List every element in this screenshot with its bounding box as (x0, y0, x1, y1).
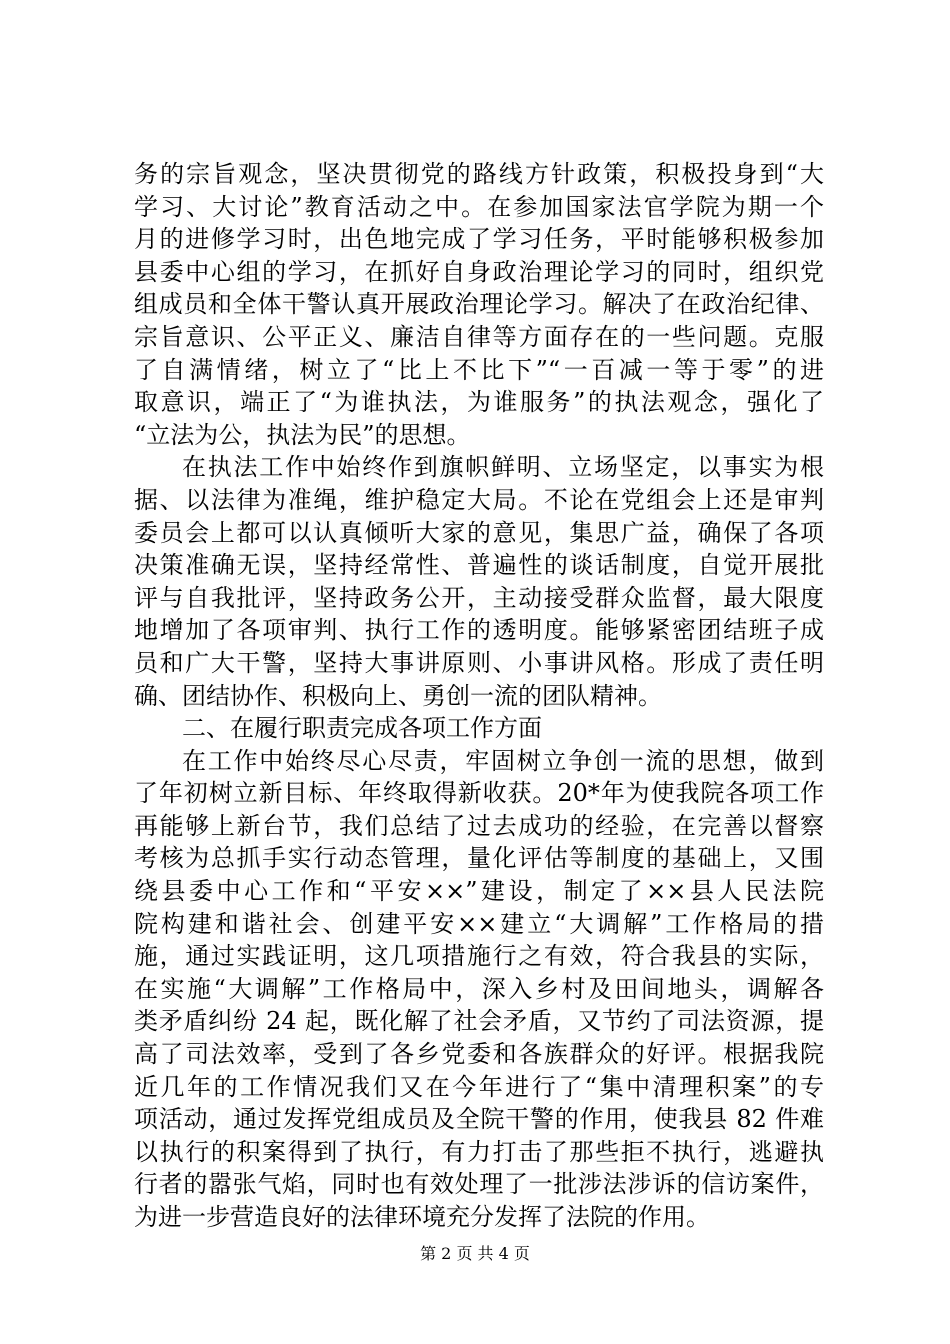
text-line: 委员会上都可以认真倾听大家的意见，集思广益，确保了各项 (134, 518, 824, 547)
text-line: 施，通过实践证明，这几项措施行之有效，符合我县的实际， (134, 942, 824, 971)
text-line: 项活动，通过发挥党组成员及全院干警的作用，使我县 82 件难 (134, 1105, 824, 1134)
text-line: 员和广大干警，坚持大事讲原则、小事讲风格。形成了责任明 (134, 648, 824, 677)
text-line: 地增加了各项审判、执行工作的透明度。能够紧密团结班子成 (134, 616, 824, 645)
text-line: 务的宗旨观念，坚决贯彻党的路线方针政策，积极投身到“大 (134, 160, 824, 188)
body-text (134, 158, 824, 1234)
text-line: 月的进修学习时，出色地完成了学习任务，平时能够积极参加 (134, 225, 824, 254)
text-line: 类矛盾纠纷 24 起，既化解了社会矛盾，又节约了司法资源，提 (134, 1007, 824, 1036)
text-line: 取意识，端正了“为谁执法，为谁服务”的执法观念，强化了 (134, 388, 824, 417)
text-line: 宗旨意识、公平正义、廉洁自律等方面存在的一些问题。克服 (134, 322, 824, 351)
text-line: 以执行的积案得到了执行，有力打击了那些拒不执行，逃避执 (134, 1137, 824, 1166)
paragraph-start: 在工作中始终尽心尽责，牢固树立争创一流的思想，做到 (182, 746, 824, 775)
text-line: 考核为总抓手实行动态管理，量化评估等制度的基础上，又围 (134, 844, 824, 873)
text-line: 为进一步营造良好的法律环境充分发挥了法院的作用。 (134, 1203, 710, 1231)
text-line: 确、团结协作、积极向上、勇创一流的团队精神。 (134, 681, 662, 710)
text-line: 了自满情绪，树立了“比上不比下”“一百减一等于零”的进 (134, 355, 824, 384)
text-line: 组成员和全体干警认真开展政治理论学习。解决了在政治纪律、 (134, 290, 824, 319)
text-line: 县委中心组的学习，在抓好自身政治理论学习的同时，组织党 (134, 257, 824, 286)
text-line: 据、以法律为准绳，维护稳定大局。不论在党组会上还是审判 (134, 485, 824, 514)
text-line: 院构建和谐社会、创建平安××建立“大调解”工作格局的措 (134, 909, 824, 938)
text-line: 决策准确无误，坚持经常性、普遍性的谈话制度，自觉开展批 (134, 551, 824, 580)
text-line: 高了司法效率，受到了各乡党委和各族群众的好评。根据我院 (134, 1040, 824, 1069)
text-line: “立法为公，执法为民”的思想。 (134, 420, 471, 449)
text-line: 再能够上新台节，我们总结了过去成功的经验，在完善以督察 (134, 811, 824, 840)
section-heading: 二、在履行职责完成各项工作方面 (182, 714, 542, 743)
page-footer: 第 2 页 共 4 页 (420, 1244, 530, 1263)
text-line: 行者的嚣张气焰，同时也有效处理了一批涉法涉诉的信访案件， (134, 1170, 824, 1199)
paragraph-start: 在执法工作中始终作到旗帜鲜明、立场坚定，以事实为根 (182, 453, 824, 482)
text-line: 在实施“大调解”工作格局中，深入乡村及田间地头，调解各 (134, 974, 824, 1003)
text-line: 绕县委中心工作和“平安××”建设，制定了××县人民法院 (134, 877, 824, 906)
text-line: 了年初树立新目标、年终取得新收获。20*年为使我院各项工作 (134, 779, 824, 808)
text-line: 近几年的工作情况我们又在今年进行了“集中清理积案”的专 (134, 1072, 824, 1101)
text-line: 学习、大讨论”教育活动之中。在参加国家法官学院为期一个 (134, 192, 824, 221)
text-line: 评与自我批评，坚持政务公开，主动接受群众监督，最大限度 (134, 583, 824, 612)
